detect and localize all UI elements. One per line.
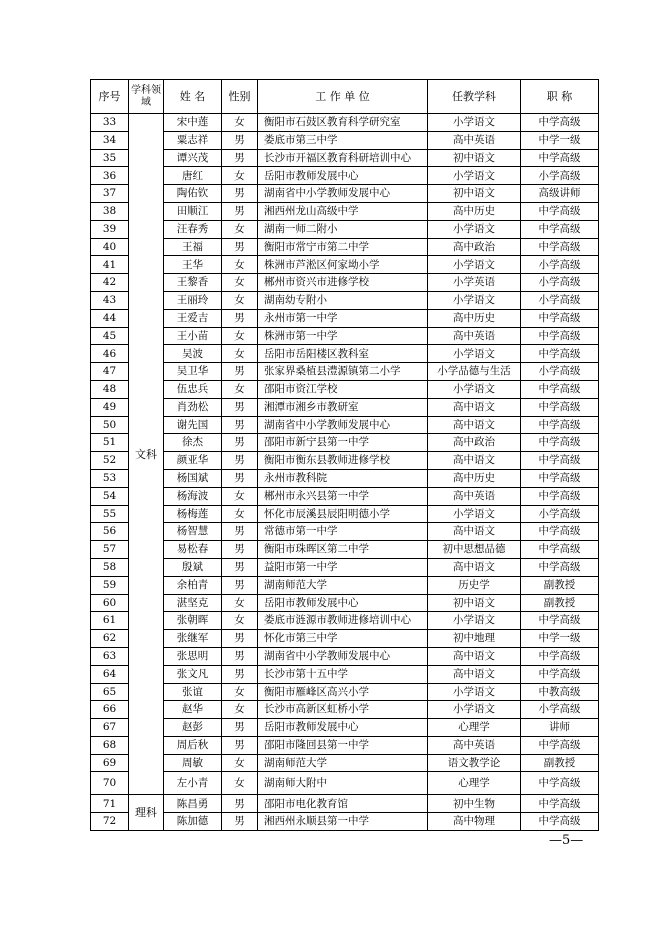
cell-gender: 女 [222, 487, 258, 505]
cell-title: 中学高级 [521, 647, 599, 665]
cell-no: 48 [91, 380, 129, 398]
cell-subject: 高中语文 [428, 665, 521, 683]
cell-gender: 男 [222, 541, 258, 559]
cell-gender: 女 [222, 256, 258, 274]
cell-subject: 高中政治 [428, 434, 521, 452]
header-gender: 性别 [222, 80, 258, 114]
table-row [91, 345, 599, 363]
cell-unit: 郴州市资兴市进修学校 [258, 274, 428, 292]
cell-gender: 男 [222, 558, 258, 576]
cell-gender: 男 [222, 363, 258, 381]
cell-gender: 男 [222, 309, 258, 327]
cell-name: 张思明 [164, 647, 222, 665]
cell-name: 易松春 [164, 541, 222, 559]
cell-subject: 高中语文 [428, 452, 521, 470]
cell-gender: 男 [222, 452, 258, 470]
cell-no: 61 [91, 612, 129, 630]
table-row [91, 238, 599, 256]
cell-unit: 永州市教科院 [258, 469, 428, 487]
cell-subject: 高中历史 [428, 309, 521, 327]
cell-title: 讲师 [521, 719, 599, 737]
cell-gender: 女 [222, 167, 258, 185]
cell-gender: 男 [222, 795, 258, 813]
page-number: —5— [549, 833, 584, 848]
cell-name: 王小苗 [164, 327, 222, 345]
table-row [91, 594, 599, 612]
cell-title: 小学高级 [521, 505, 599, 523]
cell-name: 徐杰 [164, 434, 222, 452]
table-row [91, 647, 599, 665]
table-row [91, 541, 599, 559]
cell-name: 余柏青 [164, 576, 222, 594]
cell-title: 中学高级 [521, 541, 599, 559]
field-group-cell: 文科 [129, 114, 164, 795]
cell-title: 中学高级 [521, 487, 599, 505]
cell-gender: 男 [222, 719, 258, 737]
cell-gender: 男 [222, 131, 258, 149]
cell-subject: 初中思想品德 [428, 541, 521, 559]
cell-gender: 男 [222, 434, 258, 452]
cell-gender: 男 [222, 185, 258, 203]
cell-gender: 男 [222, 416, 258, 434]
cell-no: 63 [91, 647, 129, 665]
cell-subject: 语文教学论 [428, 754, 521, 772]
cell-name: 肖劲松 [164, 398, 222, 416]
cell-unit: 长沙市开福区教育科研培训中心 [258, 149, 428, 167]
cell-subject: 小学语文 [428, 701, 521, 719]
cell-subject: 高中英语 [428, 131, 521, 149]
cell-no: 49 [91, 398, 129, 416]
cell-name: 周后秋 [164, 736, 222, 754]
cell-name: 谭兴茂 [164, 149, 222, 167]
cell-title: 中学高级 [521, 469, 599, 487]
cell-title: 中学高级 [521, 434, 599, 452]
cell-unit: 邵阳市电化教育馆 [258, 795, 428, 813]
cell-title: 中学高级 [521, 813, 599, 831]
cell-no: 55 [91, 505, 129, 523]
cell-no: 57 [91, 541, 129, 559]
cell-gender: 女 [222, 612, 258, 630]
cell-subject: 高中语文 [428, 647, 521, 665]
table-row [91, 452, 599, 470]
cell-title: 中学高级 [521, 309, 599, 327]
cell-no: 44 [91, 309, 129, 327]
table-row [91, 220, 599, 238]
cell-unit: 湖南省中小学教师发展中心 [258, 647, 428, 665]
cell-no: 47 [91, 363, 129, 381]
cell-name: 吴波 [164, 345, 222, 363]
cell-subject: 高中物理 [428, 813, 521, 831]
cell-title: 中学高级 [521, 736, 599, 754]
cell-gender: 女 [222, 380, 258, 398]
cell-name: 杨海波 [164, 487, 222, 505]
cell-unit: 永州市第一中学 [258, 309, 428, 327]
cell-subject: 高中语文 [428, 398, 521, 416]
cell-subject: 初中语文 [428, 185, 521, 203]
cell-unit: 衡阳市珠晖区第二中学 [258, 541, 428, 559]
cell-title: 小学高级 [521, 701, 599, 719]
cell-name: 伍忠兵 [164, 380, 222, 398]
cell-gender: 女 [222, 701, 258, 719]
cell-no: 51 [91, 434, 129, 452]
header-subject: 任教学科 [428, 80, 521, 114]
cell-unit: 怀化市辰溪县辰阳明德小学 [258, 505, 428, 523]
cell-subject: 小学语文 [428, 114, 521, 132]
cell-title: 中教高级 [521, 683, 599, 701]
table-row [91, 167, 599, 185]
cell-unit: 岳阳市教师发展中心 [258, 594, 428, 612]
table-row [91, 736, 599, 754]
table-row [91, 256, 599, 274]
table-row [91, 683, 599, 701]
cell-title: 小学高级 [521, 167, 599, 185]
cell-title: 小学高级 [521, 363, 599, 381]
cell-title: 小学高级 [521, 256, 599, 274]
cell-title: 中学高级 [521, 202, 599, 220]
cell-title: 中学高级 [521, 772, 599, 795]
cell-title: 高级讲师 [521, 185, 599, 203]
cell-gender: 男 [222, 665, 258, 683]
cell-name: 颜亚华 [164, 452, 222, 470]
table-row [91, 772, 599, 795]
cell-gender: 女 [222, 345, 258, 363]
cell-no: 70 [91, 772, 129, 795]
cell-unit: 怀化市第三中学 [258, 630, 428, 648]
cell-unit: 湘潭市湘乡市教研室 [258, 398, 428, 416]
cell-no: 38 [91, 202, 129, 220]
cell-subject: 高中历史 [428, 469, 521, 487]
cell-subject: 小学英语 [428, 274, 521, 292]
cell-no: 34 [91, 131, 129, 149]
cell-unit: 株洲市第一中学 [258, 327, 428, 345]
cell-gender: 女 [222, 594, 258, 612]
table-row [91, 380, 599, 398]
cell-gender: 男 [222, 647, 258, 665]
cell-no: 53 [91, 469, 129, 487]
cell-name: 左小青 [164, 772, 222, 795]
cell-unit: 株洲市芦淞区何家坳小学 [258, 256, 428, 274]
cell-unit: 湖南师范大学 [258, 754, 428, 772]
cell-name: 张谊 [164, 683, 222, 701]
table-row [91, 630, 599, 648]
cell-unit: 衡阳市衡东县教师进修学校 [258, 452, 428, 470]
cell-unit: 衡阳市常宁市第二中学 [258, 238, 428, 256]
cell-title: 中学高级 [521, 380, 599, 398]
header-unit: 工 作 单 位 [258, 80, 428, 114]
cell-subject: 小学语文 [428, 505, 521, 523]
cell-unit: 湖南幼专附小 [258, 291, 428, 309]
cell-unit: 湖南省中小学教师发展中心 [258, 416, 428, 434]
cell-title: 中学高级 [521, 795, 599, 813]
cell-name: 陈加德 [164, 813, 222, 831]
cell-subject: 小学语文 [428, 291, 521, 309]
cell-unit: 郴州市永兴县第一中学 [258, 487, 428, 505]
cell-gender: 男 [222, 576, 258, 594]
cell-unit: 益阳市第一中学 [258, 558, 428, 576]
table-row [91, 813, 599, 831]
cell-name: 唐红 [164, 167, 222, 185]
cell-title: 小学高级 [521, 274, 599, 292]
cell-unit: 湖南一师二附小 [258, 220, 428, 238]
cell-gender: 男 [222, 149, 258, 167]
cell-title: 副教授 [521, 594, 599, 612]
cell-name: 周敏 [164, 754, 222, 772]
cell-name: 赵彭 [164, 719, 222, 737]
cell-title: 中学高级 [521, 398, 599, 416]
table-row [91, 558, 599, 576]
cell-unit: 湖南省中小学教师发展中心 [258, 185, 428, 203]
cell-gender: 男 [222, 630, 258, 648]
cell-name: 杨智慧 [164, 523, 222, 541]
table-body [91, 114, 599, 831]
cell-subject: 高中语文 [428, 416, 521, 434]
cell-no: 71 [91, 795, 129, 813]
cell-subject: 小学语文 [428, 256, 521, 274]
table-row [91, 114, 599, 132]
table-row [91, 434, 599, 452]
cell-no: 41 [91, 256, 129, 274]
cell-gender: 男 [222, 469, 258, 487]
table-row [91, 149, 599, 167]
cell-title: 中学一级 [521, 131, 599, 149]
table-row [91, 202, 599, 220]
cell-unit: 湘西州龙山高级中学 [258, 202, 428, 220]
cell-unit: 岳阳市岳阳楼区教科室 [258, 345, 428, 363]
cell-gender: 女 [222, 683, 258, 701]
table-row [91, 665, 599, 683]
cell-unit: 湖南师范大学 [258, 576, 428, 594]
cell-no: 54 [91, 487, 129, 505]
cell-title: 小学高级 [521, 291, 599, 309]
cell-gender: 女 [222, 291, 258, 309]
cell-gender: 女 [222, 772, 258, 795]
table-row [91, 398, 599, 416]
cell-name: 陈昌勇 [164, 795, 222, 813]
cell-subject: 小学语文 [428, 220, 521, 238]
cell-name: 杨梅莲 [164, 505, 222, 523]
cell-no: 62 [91, 630, 129, 648]
cell-title: 中学高级 [521, 523, 599, 541]
cell-subject: 初中语文 [428, 594, 521, 612]
cell-no: 67 [91, 719, 129, 737]
cell-name: 张继军 [164, 630, 222, 648]
cell-unit: 长沙市高新区虹桥小学 [258, 701, 428, 719]
cell-unit: 湘西州永顺县第一中学 [258, 813, 428, 831]
cell-subject: 小学品德与生活 [428, 363, 521, 381]
cell-title: 中学高级 [521, 327, 599, 345]
cell-no: 69 [91, 754, 129, 772]
cell-subject: 小学语文 [428, 380, 521, 398]
cell-no: 33 [91, 114, 129, 132]
cell-no: 72 [91, 813, 129, 831]
cell-name: 吴卫华 [164, 363, 222, 381]
table-row [91, 363, 599, 381]
cell-subject: 心理学 [428, 772, 521, 795]
cell-name: 张朝晖 [164, 612, 222, 630]
cell-no: 50 [91, 416, 129, 434]
cell-title: 中学高级 [521, 114, 599, 132]
cell-gender: 男 [222, 736, 258, 754]
table-row [91, 701, 599, 719]
cell-subject: 高中英语 [428, 327, 521, 345]
table-row [91, 523, 599, 541]
cell-title: 中学高级 [521, 452, 599, 470]
cell-name: 王福 [164, 238, 222, 256]
cell-title: 中学高级 [521, 558, 599, 576]
table-row [91, 612, 599, 630]
table-row [91, 327, 599, 345]
cell-unit: 岳阳市教师发展中心 [258, 719, 428, 737]
table-row [91, 754, 599, 772]
cell-title: 中学高级 [521, 220, 599, 238]
cell-gender: 女 [222, 274, 258, 292]
field-group-cell: 理科 [129, 795, 164, 831]
cell-unit: 娄底市涟源市教师进修培训中心 [258, 612, 428, 630]
cell-name: 汪春秀 [164, 220, 222, 238]
cell-gender: 女 [222, 754, 258, 772]
cell-title: 中学高级 [521, 416, 599, 434]
table-row [91, 719, 599, 737]
table-row [91, 291, 599, 309]
cell-name: 杨国斌 [164, 469, 222, 487]
cell-title: 副教授 [521, 576, 599, 594]
cell-gender: 男 [222, 523, 258, 541]
cell-name: 谢先国 [164, 416, 222, 434]
cell-unit: 邵阳市隆回县第一中学 [258, 736, 428, 754]
cell-no: 68 [91, 736, 129, 754]
cell-subject: 小学语文 [428, 612, 521, 630]
cell-name: 田顺江 [164, 202, 222, 220]
cell-unit: 岳阳市教师发展中心 [258, 167, 428, 185]
cell-unit: 娄底市第三中学 [258, 131, 428, 149]
table-row [91, 469, 599, 487]
personnel-table [90, 79, 599, 831]
cell-unit: 湖南师大附中 [258, 772, 428, 795]
table-row [91, 274, 599, 292]
table-row [91, 309, 599, 327]
cell-subject: 高中英语 [428, 736, 521, 754]
cell-name: 湛坚克 [164, 594, 222, 612]
cell-no: 58 [91, 558, 129, 576]
header-title: 职 称 [521, 80, 599, 114]
cell-unit: 常德市第一中学 [258, 523, 428, 541]
cell-no: 45 [91, 327, 129, 345]
table-header-row [91, 80, 599, 114]
cell-no: 39 [91, 220, 129, 238]
cell-name: 王黎香 [164, 274, 222, 292]
table-row [91, 416, 599, 434]
cell-subject: 初中生物 [428, 795, 521, 813]
cell-subject: 初中地理 [428, 630, 521, 648]
cell-subject: 高中语文 [428, 558, 521, 576]
cell-subject: 历史学 [428, 576, 521, 594]
cell-no: 66 [91, 701, 129, 719]
cell-unit: 邵阳市新宁县第一中学 [258, 434, 428, 452]
cell-no: 46 [91, 345, 129, 363]
cell-title: 中学一级 [521, 630, 599, 648]
cell-title: 中学高级 [521, 612, 599, 630]
cell-subject: 高中语文 [428, 523, 521, 541]
cell-name: 粟志祥 [164, 131, 222, 149]
cell-name: 王爱吉 [164, 309, 222, 327]
cell-no: 40 [91, 238, 129, 256]
cell-title: 副教授 [521, 754, 599, 772]
cell-subject: 高中历史 [428, 202, 521, 220]
cell-name: 赵华 [164, 701, 222, 719]
cell-unit: 衡阳市雁峰区高兴小学 [258, 683, 428, 701]
cell-name: 殷斌 [164, 558, 222, 576]
cell-no: 64 [91, 665, 129, 683]
cell-subject: 初中语文 [428, 149, 521, 167]
cell-no: 56 [91, 523, 129, 541]
cell-no: 59 [91, 576, 129, 594]
cell-title: 中学高级 [521, 665, 599, 683]
cell-gender: 男 [222, 202, 258, 220]
cell-subject: 小学语文 [428, 167, 521, 185]
cell-gender: 女 [222, 220, 258, 238]
cell-subject: 高中政治 [428, 238, 521, 256]
cell-no: 43 [91, 291, 129, 309]
cell-name: 王丽玲 [164, 291, 222, 309]
cell-gender: 男 [222, 398, 258, 416]
cell-no: 42 [91, 274, 129, 292]
cell-title: 中学高级 [521, 149, 599, 167]
cell-unit: 长沙市第十五中学 [258, 665, 428, 683]
cell-subject: 小学语文 [428, 683, 521, 701]
cell-name: 陶佑钦 [164, 185, 222, 203]
cell-unit: 张家界桑植县澧源镇第二小学 [258, 363, 428, 381]
cell-gender: 男 [222, 813, 258, 831]
header-field: 学科领域 [129, 80, 164, 114]
cell-title: 中学高级 [521, 238, 599, 256]
cell-no: 65 [91, 683, 129, 701]
cell-gender: 女 [222, 114, 258, 132]
cell-unit: 衡阳市石鼓区教育科学研究室 [258, 114, 428, 132]
cell-name: 宋中莲 [164, 114, 222, 132]
table-row [91, 795, 599, 813]
cell-no: 52 [91, 452, 129, 470]
cell-no: 37 [91, 185, 129, 203]
table-row [91, 576, 599, 594]
cell-subject: 小学语文 [428, 345, 521, 363]
cell-title: 中学高级 [521, 345, 599, 363]
cell-gender: 女 [222, 505, 258, 523]
cell-gender: 女 [222, 327, 258, 345]
cell-subject: 心理学 [428, 719, 521, 737]
header-name: 姓 名 [164, 80, 222, 114]
cell-no: 35 [91, 149, 129, 167]
header-no: 序号 [91, 80, 129, 114]
cell-unit: 邵阳市资江学校 [258, 380, 428, 398]
cell-no: 60 [91, 594, 129, 612]
table-row [91, 505, 599, 523]
table-row [91, 131, 599, 149]
cell-gender: 男 [222, 238, 258, 256]
cell-name: 张文凡 [164, 665, 222, 683]
table-row [91, 487, 599, 505]
cell-no: 36 [91, 167, 129, 185]
table-row [91, 185, 599, 203]
cell-subject: 高中英语 [428, 487, 521, 505]
cell-name: 王华 [164, 256, 222, 274]
